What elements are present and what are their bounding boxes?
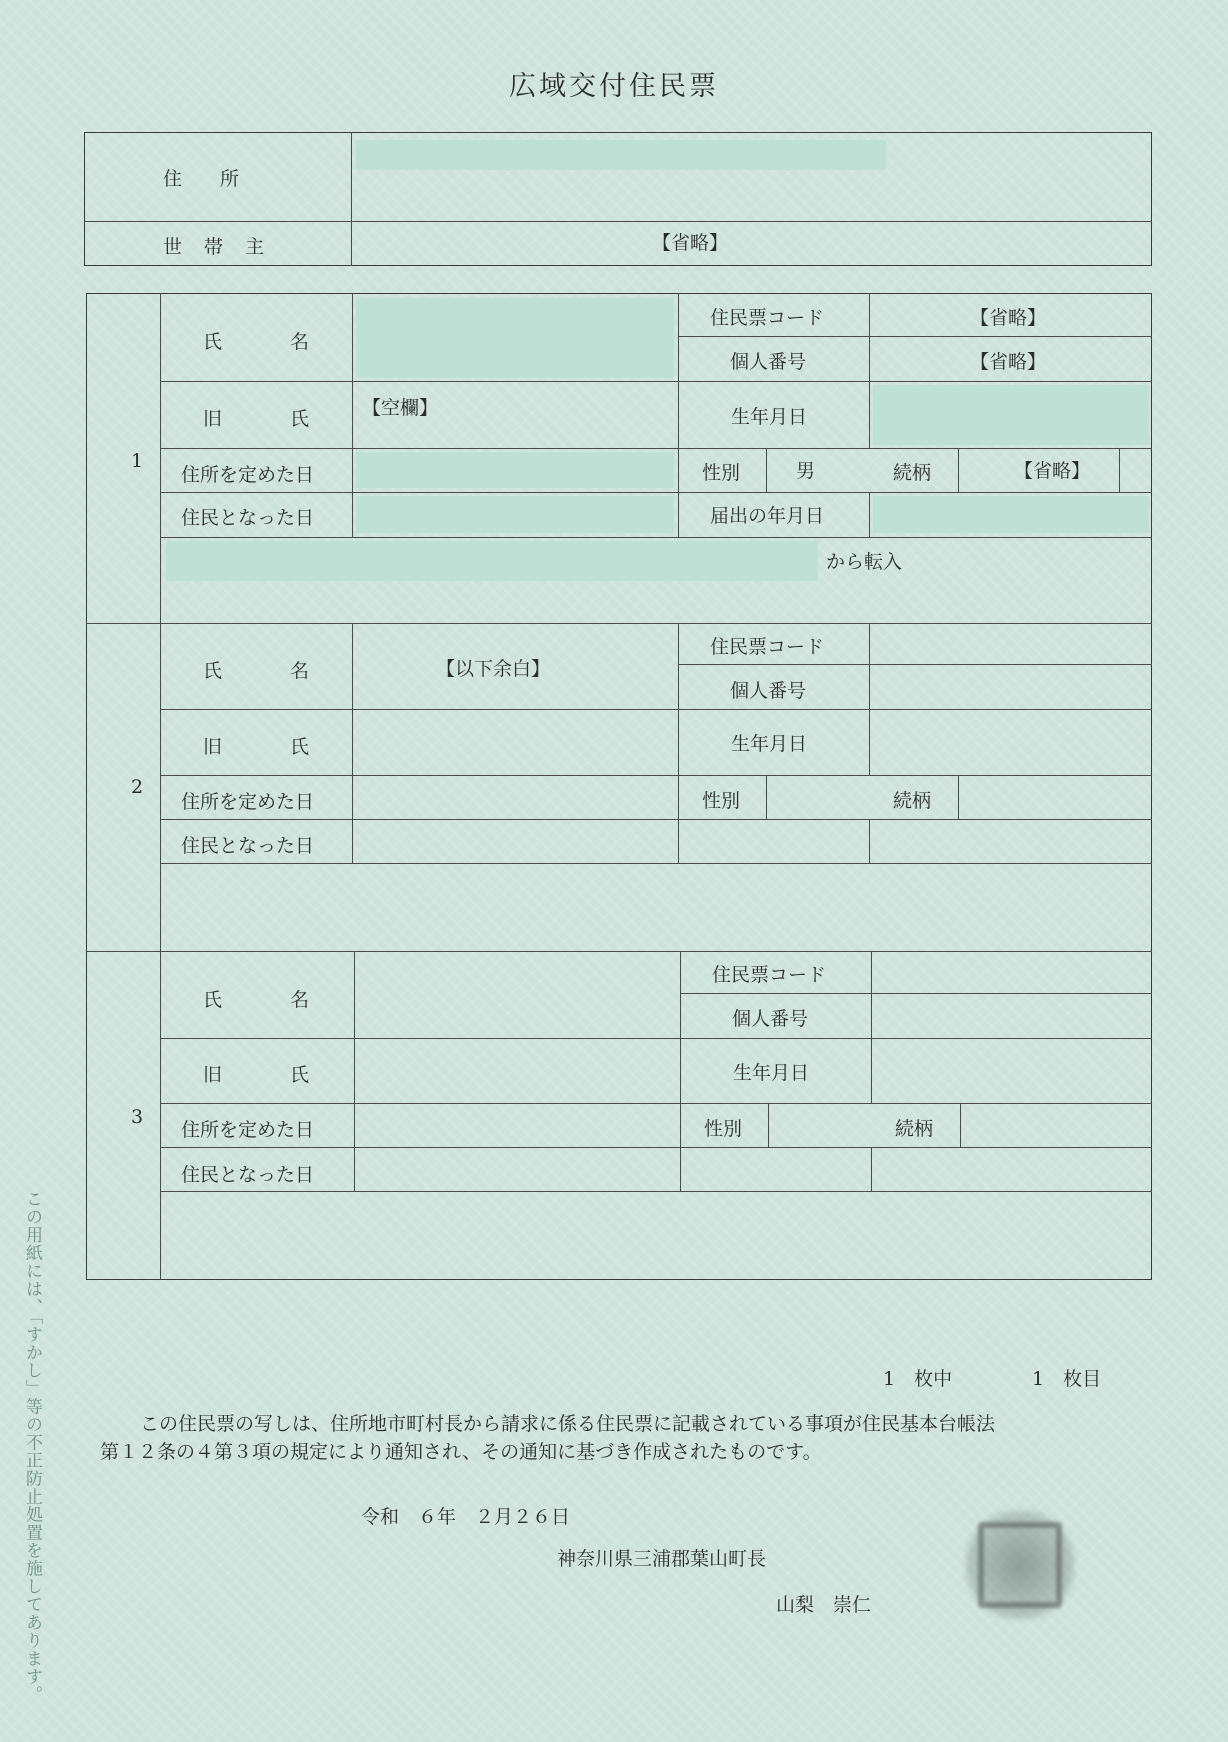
relation-value: 【省略】 [1014,460,1091,482]
issue-date: 令和 ６年 ２月２６日 [361,1506,571,1528]
divider [160,1147,1152,1148]
person-number: 1 [131,450,144,472]
name-label: 氏 名 [203,660,320,682]
juminhyo-code-label: 住民票コード [710,636,825,658]
page-count-current: 1 枚目 [1032,1368,1102,1390]
address-date-label: 住所を定めた日 [181,791,315,813]
juminhyo-code-label: 住民票コード [712,964,827,986]
certification-line-1: この住民票の写しは、住所地市町村長から請求に係る住民票に記載されている事項が住民基本台帳法 [140,1413,996,1435]
moved-from-redacted [166,541,818,581]
divider [160,448,1152,449]
divider [86,951,1152,952]
divider [678,623,679,863]
divider [768,1103,769,1147]
former-name-label: 旧 氏 [203,736,320,758]
divider [160,381,1152,382]
former-name-label: 旧 氏 [203,408,320,430]
relation-label: 続柄 [895,1118,934,1140]
person-number: 2 [131,776,144,798]
divider [1119,448,1120,492]
former-name-value: 【空欄】 [362,397,439,419]
address-redacted [356,140,886,170]
moved-from-suffix: から転入 [826,551,903,573]
divider [354,951,355,1191]
divider [160,775,1152,776]
birth-date-redacted [873,385,1149,445]
birth-date-label: 生年月日 [731,733,808,755]
divider [352,293,353,537]
anti-forgery-note: この用紙には、「すかし」等の不正防止処置を施してあります。 [22,1190,42,1704]
former-name-label: 旧 氏 [203,1064,320,1086]
divider [160,863,1152,864]
address-date-label: 住所を定めた日 [181,1119,315,1141]
sex-value: 男 [796,460,816,482]
sex-label: 性別 [702,790,741,812]
sex-label: 性別 [704,1118,743,1140]
divider [680,993,1152,994]
divider [160,537,1152,538]
notification-date-redacted [873,496,1149,533]
divider [869,819,870,863]
divider [958,448,959,492]
divider [160,819,1152,820]
divider [678,293,679,537]
divider [766,775,767,819]
divider [869,293,870,448]
divider [680,951,681,1191]
divider [351,132,352,266]
personal-number-label: 個人番号 [730,351,807,373]
divider [160,492,1152,493]
resident-date-label: 住民となった日 [181,507,315,529]
divider [869,492,870,537]
householder-label: 世 帯 主 [163,236,273,258]
page-count-total: 1 枚中 [883,1368,953,1390]
personal-number-value: 【省略】 [970,351,1047,373]
juminhyo-code-label: 住民票コード [710,307,825,329]
personal-number-label: 個人番号 [730,680,807,702]
householder-value: 【省略】 [652,232,729,254]
address-label: 住 所 [163,168,240,190]
divider [84,221,1152,222]
relation-label: 続柄 [893,790,932,812]
name-label: 氏 名 [203,331,320,353]
issuer-office: 神奈川県三浦郡葉山町長 [557,1548,767,1570]
official-seal-stamp-frame [978,1522,1062,1608]
divider [960,1103,961,1147]
personal-number-label: 個人番号 [732,1008,809,1030]
name-label: 氏 名 [203,989,320,1011]
address-date-label: 住所を定めた日 [181,464,315,486]
address-date-redacted [356,452,674,488]
divider [871,1147,872,1191]
divider [678,664,1152,665]
divider [160,1038,1152,1039]
relation-label: 続柄 [893,462,932,484]
divider [958,775,959,819]
divider [160,293,161,1280]
divider [160,1103,1152,1104]
divider [869,623,870,775]
document-title: 広域交付住民票 [509,71,719,102]
divider [871,951,872,1103]
divider [160,709,1152,710]
certification-line-2: 第１２条の４第３項の規定により通知され、その通知に基づき作成されたものです。 [100,1441,822,1463]
name-redacted [356,298,674,378]
issuer-name: 山梨 崇仁 [776,1594,872,1616]
notification-date-label: 届出の年月日 [710,505,825,527]
name-value: 【以下余白】 [436,658,551,680]
resident-date-label: 住民となった日 [181,1164,315,1186]
resident-date-redacted [356,496,674,533]
birth-date-label: 生年月日 [733,1062,810,1084]
divider [160,1191,1152,1192]
resident-date-label: 住民となった日 [181,835,315,857]
person-number: 3 [131,1106,144,1128]
juminhyo-code-value: 【省略】 [970,307,1047,329]
sex-label: 性別 [702,462,741,484]
birth-date-label: 生年月日 [731,406,808,428]
divider [678,336,1152,337]
divider [352,623,353,863]
divider [86,623,1152,624]
divider [766,448,767,492]
